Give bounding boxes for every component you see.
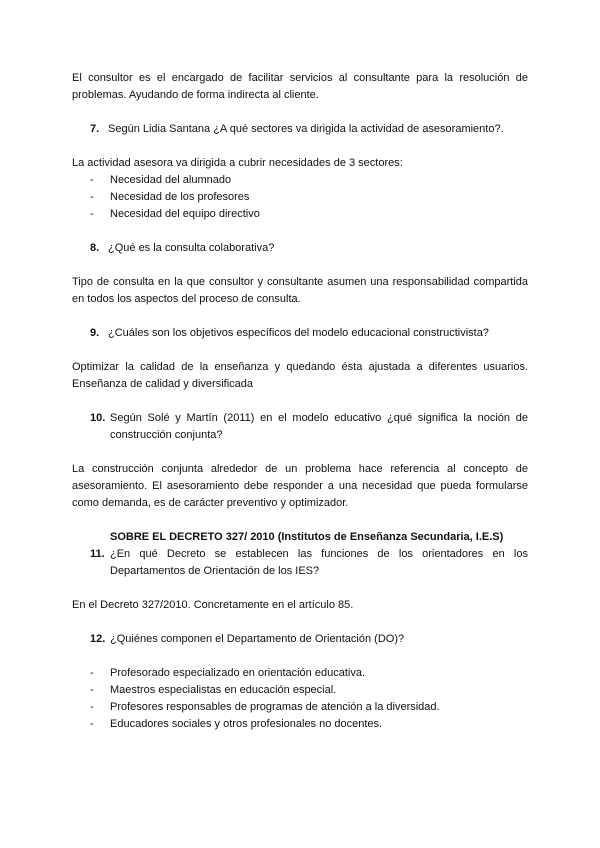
question-text: ¿En qué Decreto se establecen las funciones de los orientadores en los Departamentos de Orientación de los IES? [110,548,528,577]
answer-10: La construcción conjunta alrededor de un problema hace referencia al concepto de asesoramiento. El asesoramiento debe responder a una necesidad que pueda formularse como demanda, es de carácter preventivo y optimizador. [72,463,528,509]
question-text: ¿Cuáles son los objetivos específicos del modelo educacional constructivista? [108,327,489,339]
dash-bullet: - [90,174,94,186]
dash-bullet: - [90,718,94,730]
question-number: 9. [90,327,100,339]
intro-paragraph: El consultor es el encargado de facilitar servicios al consultante para la resolución de problemas. Ayudando de forma indirecta al cliente. [72,72,528,101]
list-item [72,189,528,206]
list-item [72,716,528,733]
dash-bullet: - [90,701,94,713]
list-item [72,665,528,682]
dash-bullet: - [90,208,94,220]
answer-7-list [72,172,528,223]
question-number: 10. [90,412,106,424]
list-item [72,172,528,189]
list-item-text: Necesidad del alumnado [110,174,232,186]
question-10 [90,410,528,444]
list-item-text: Profesorado especializado en orientación educativa. [110,667,365,679]
list-item-text: Educadores sociales y otros profesionales no docentes. [110,718,383,730]
list-item [72,699,528,716]
list-item [72,682,528,699]
question-number: 7. [90,123,100,135]
answer-9: Optimizar la calidad de la enseñanza y quedando ésta ajustada a diferentes usuarios. Enseñanza de calidad y diversificada [72,361,528,390]
question-number: 8. [90,242,100,254]
dash-bullet: - [90,684,94,696]
answer-12-list [72,665,528,733]
question-12 [90,631,528,648]
question-number: 12. [90,633,106,645]
list-item-text: Necesidad de los profesores [110,191,250,203]
question-9 [90,325,528,342]
answer-7-lead: La actividad asesora va dirigida a cubrir necesidades de 3 sectores: [72,157,403,169]
question-7 [90,121,528,138]
list-item-text: Maestros especialistas en educación especial. [110,684,337,696]
question-text: ¿Quiénes componen el Departamento de Orientación (DO)? [110,633,405,645]
question-text: Según Solé y Martín (2011) en el modelo educativo ¿qué significa la noción de construcción conjunta? [110,412,528,441]
dash-bullet: - [90,667,94,679]
answer-11: En el Decreto 327/2010. Concretamente en el artículo 85. [72,599,354,611]
question-11 [90,546,528,580]
question-8 [90,240,528,257]
section-heading: SOBRE EL DECRETO 327/ 2010 (Institutos de Enseñanza Secundaria, I.E.S) [110,531,504,543]
list-item-text: Profesores responsables de programas de atención a la diversidad. [110,701,440,713]
question-number: 11. [90,548,105,560]
list-item-text: Necesidad del equipo directivo [110,208,260,220]
question-text: ¿Qué es la consulta colaborativa? [108,242,275,254]
list-item [72,206,528,223]
answer-8: Tipo de consulta en la que consultor y consultante asumen una responsabilidad compartida en todos los aspectos del proceso de consulta. [72,276,528,305]
question-text: Según Lidia Santana ¿A qué sectores va dirigida la actividad de asesoramiento?. [108,123,504,135]
dash-bullet: - [90,191,94,203]
